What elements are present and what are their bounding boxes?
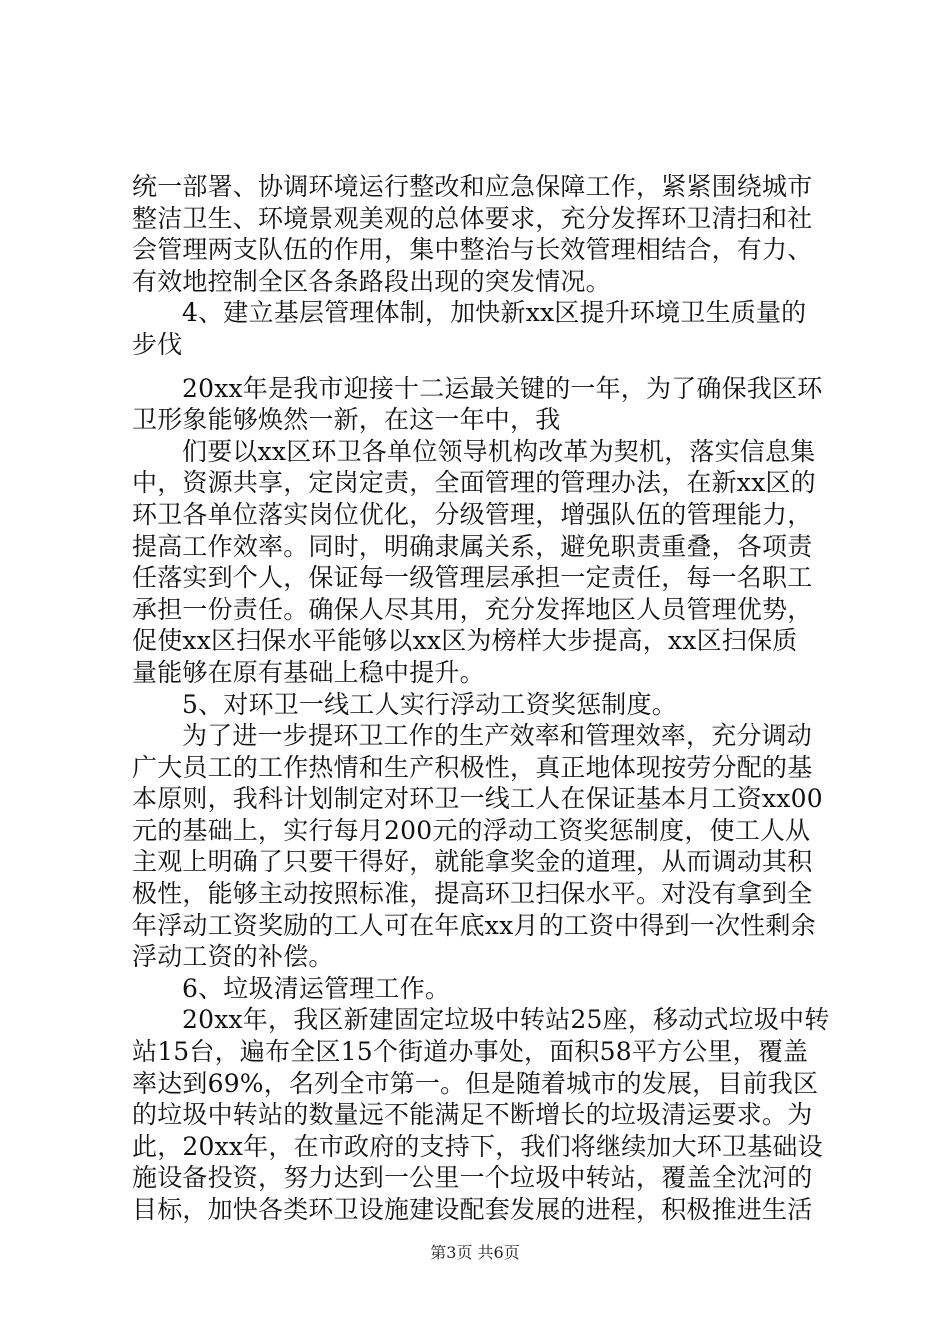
text-line: 步伐 [132, 329, 183, 359]
text-line: 的垃圾中转站的数量远不能满足不断增长的垃圾清运要求。为 [132, 1100, 813, 1130]
text-line: 极性，能够主动按照标准，提高环卫扫保水平。对没有拿到全 [132, 879, 813, 909]
body-text [132, 171, 832, 1226]
section-heading-5: 5、对环卫一线工人实行浮动工资奖惩制度。 [182, 689, 677, 719]
text-line: 卫形象能够焕然一新，在这一年中，我 [132, 405, 561, 435]
text-line: 中，资源共享，定岗定责，全面管理的管理办法，在新xx区的 [132, 468, 816, 498]
page-number-footer: 第3页 共6页 [430, 1243, 520, 1262]
section-heading-4: 4、建立基层管理体制，加快新xx区提升环境卫生质量的 [182, 298, 807, 328]
text-line: 率达到69%，名列全市第一。但是随着城市的发展，目前我区 [132, 1068, 819, 1098]
text-line: 20xx年是我市迎接十二运最关键的一年，为了确保我区环 [182, 373, 823, 403]
text-line: 此，20xx年，在市政府的支持下，我们将继续加大环卫基础设 [132, 1131, 823, 1161]
text-line: 会管理两支队伍的作用，集中整治与长效管理相结合，有力、 [132, 235, 813, 265]
text-line: 们要以xx区环卫各单位领导机构改革为契机，落实信息集 [182, 436, 816, 466]
text-line: 本原则，我科计划制定对环卫一线工人在保证基本月工资xx00 [132, 784, 823, 814]
text-line: 促使xx区扫保水平能够以xx区为榜样大步提高，xx区扫保质 [132, 626, 798, 656]
text-line: 浮动工资的补偿。 [132, 942, 334, 972]
section-heading-6: 6、垃圾清运管理工作。 [182, 973, 451, 1003]
text-line: 目标，加快各类环卫设施建设配套发展的进程，积极推进生活 [132, 1195, 813, 1224]
text-line: 统一部署、协调环境运行整改和应急保障工作，紧紧围绕城市 [132, 172, 813, 201]
text-line: 承担一份责任。确保人尽其用，充分发挥地区人员管理优势， [132, 594, 813, 624]
text-line: 环卫各单位落实岗位优化，分级管理，增强队伍的管理能力， [132, 499, 813, 529]
text-line: 量能够在原有基础上稳中提升。 [132, 657, 485, 687]
text-line: 年浮动工资奖励的工人可在年底xx月的工资中得到一次性剩余 [132, 910, 816, 940]
text-line: 20xx年，我区新建固定垃圾中转站25座，移动式垃圾中转 [182, 1005, 830, 1035]
text-line: 有效地控制全区各条路段出现的突发情况。 [132, 266, 611, 296]
text-line: 施设备投资，努力达到一公里一个垃圾中转站，覆盖全沈河的 [132, 1163, 813, 1193]
text-line: 元的基础上，实行每月200元的浮动工资奖惩制度，使工人从 [132, 815, 811, 845]
text-line: 整洁卫生、环境景观美观的总体要求，充分发挥环卫清扫和社 [132, 203, 813, 233]
text-line: 站15台，遍布全区15个街道办事处，面积58平方公里，覆盖 [132, 1037, 809, 1067]
text-line: 主观上明确了只要干得好，就能拿奖金的道理，从而调动其积 [132, 847, 813, 877]
text-line: 提高工作效率。同时，明确隶属关系，避免职责重叠，各项责 [132, 531, 813, 561]
text-line: 为了进一步提环卫工作的生产效率和管理效率，充分调动 [182, 721, 813, 751]
text-line: 任落实到个人，保证每一级管理层承担一定责任，每一名职工 [132, 563, 813, 593]
text-line: 广大员工的工作热情和生产积极性，真正地体现按劳分配的基 [132, 752, 813, 782]
